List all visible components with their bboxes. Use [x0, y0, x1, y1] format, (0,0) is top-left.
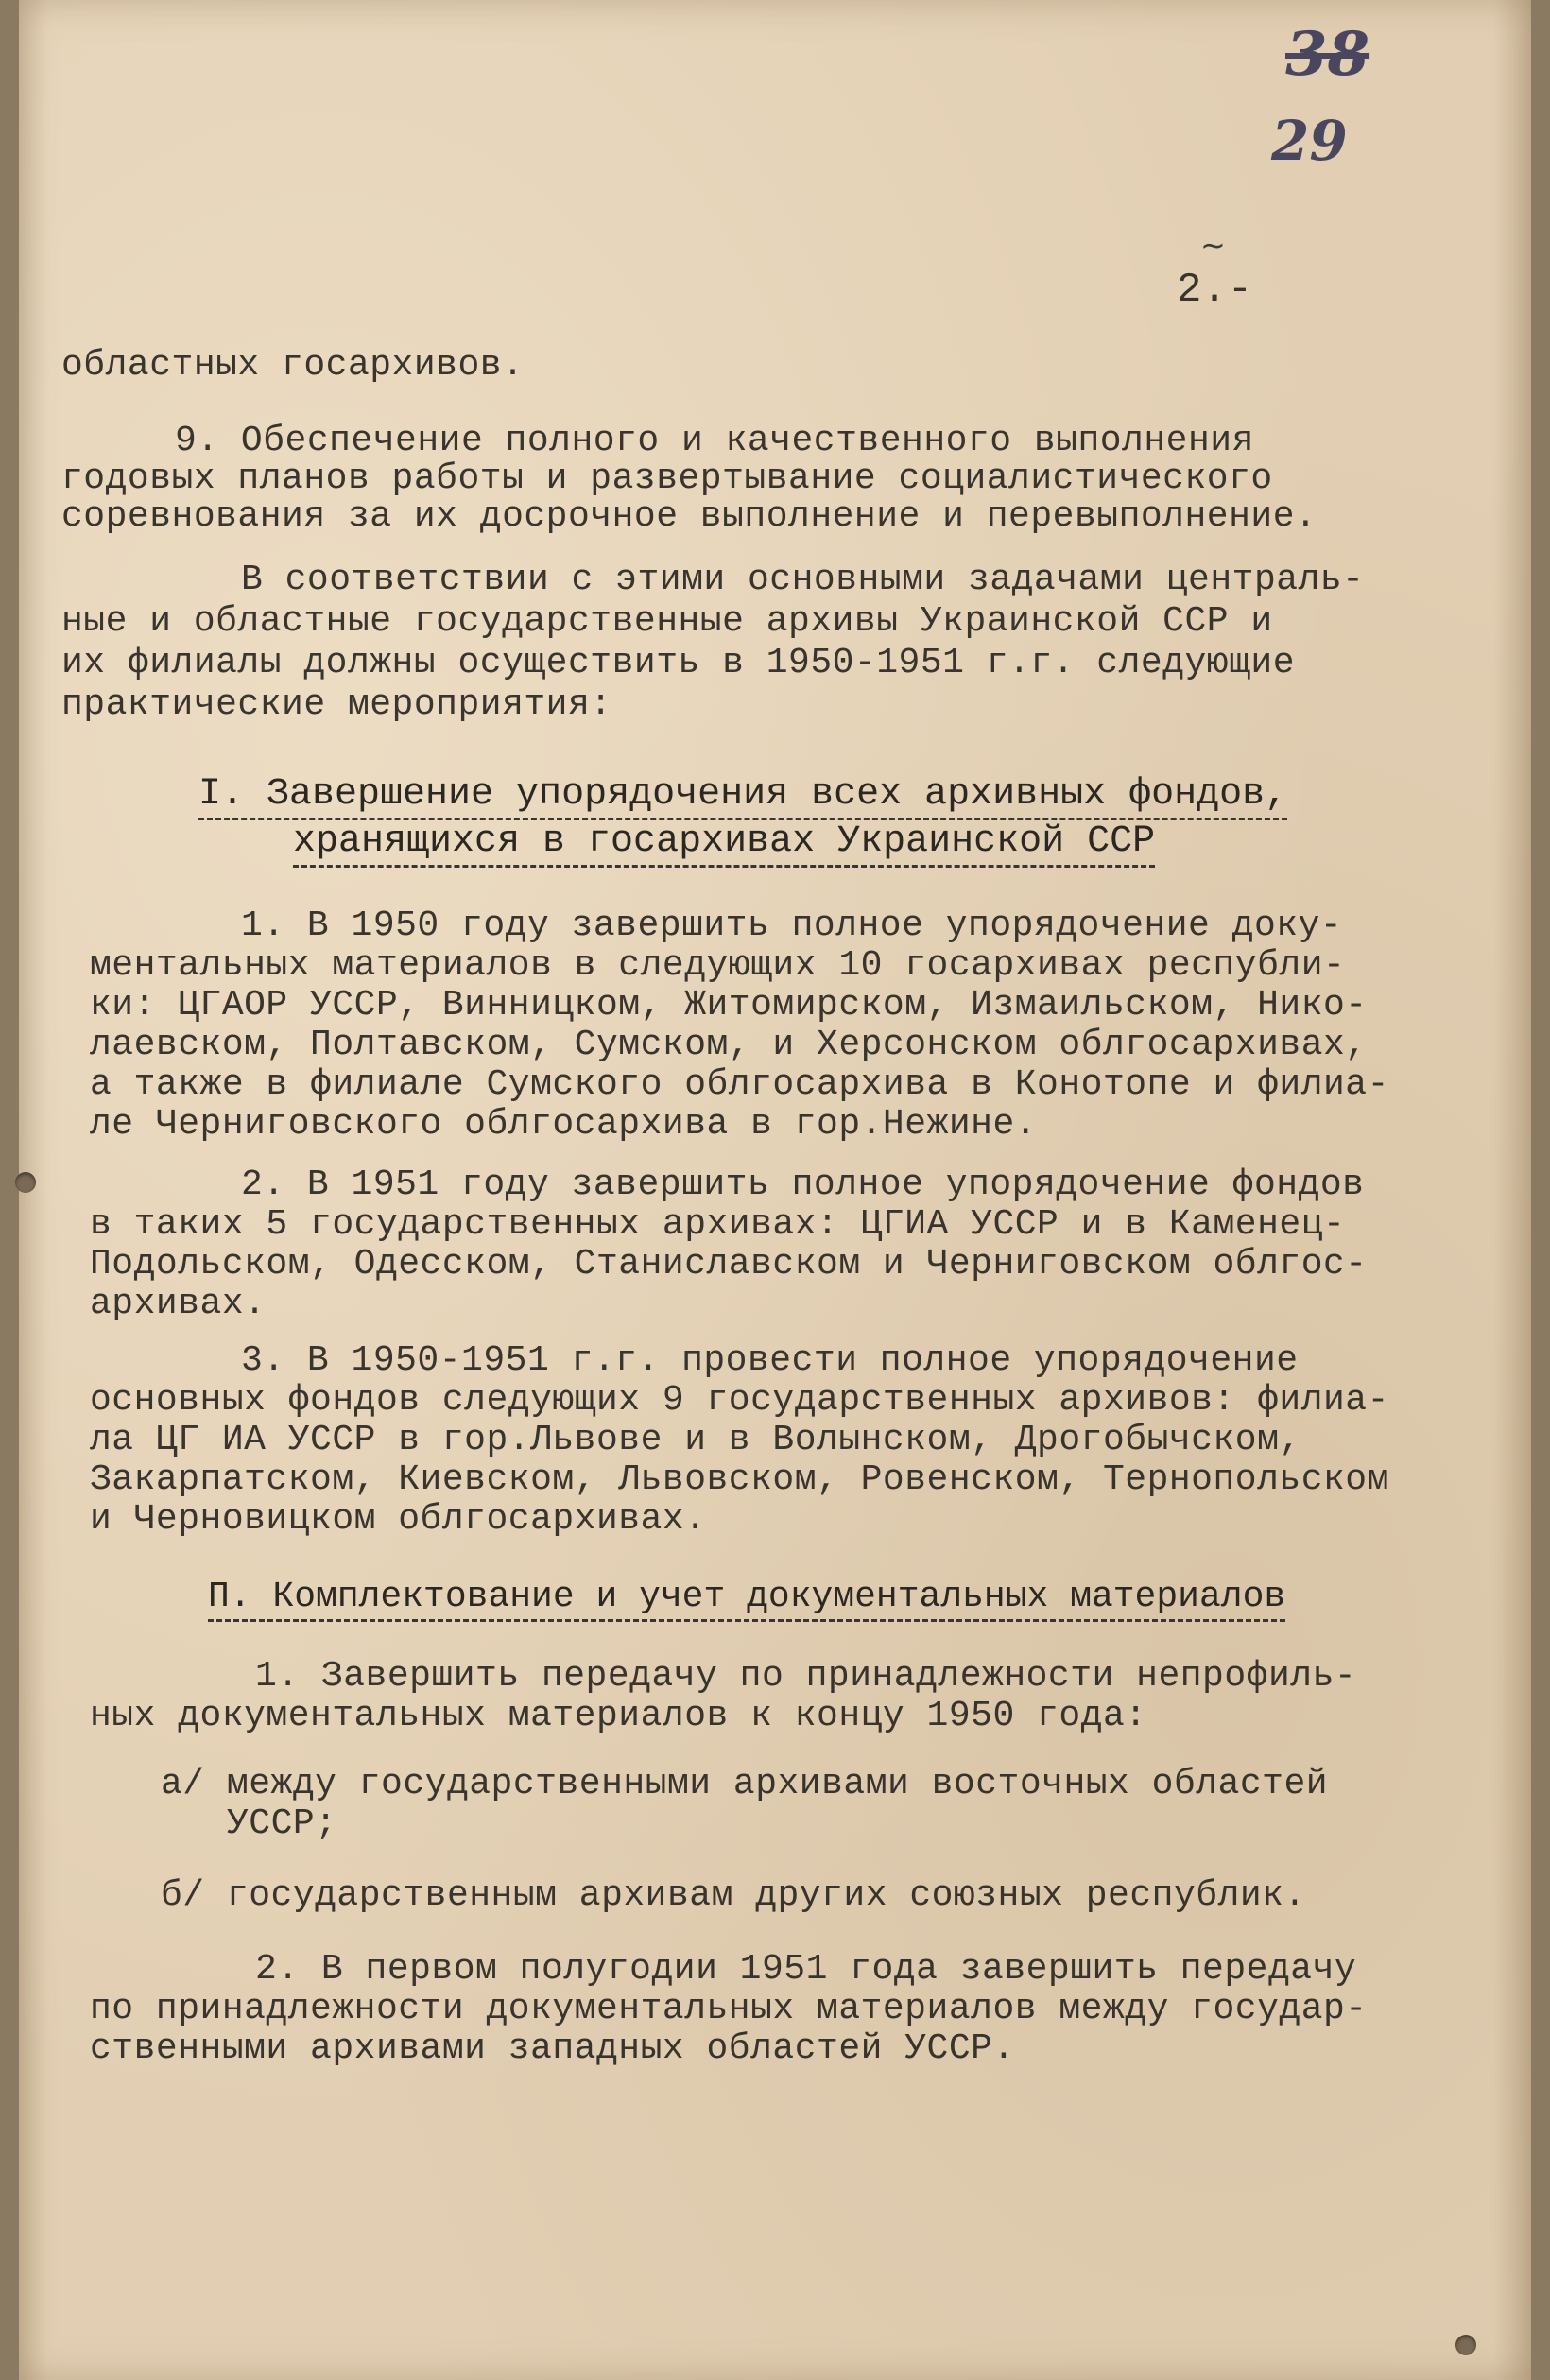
tilde-mark: ~ — [1200, 227, 1226, 263]
text-line: ные и областные государственные архивы Украинской ССР и — [61, 601, 1273, 642]
section-heading-1: I. Завершение упорядочения всех архивных фондов, — [198, 773, 1287, 820]
text-line: 2. В первом полугодии 1951 года завершить передачу — [255, 1949, 1357, 1990]
text-line: 1. В 1950 году завершить полное упорядочение доку- — [241, 905, 1343, 946]
page-number: 2.- — [1177, 267, 1253, 314]
text-line: В соответствии с этими основными задачами централь- — [241, 560, 1365, 600]
text-line: лаевском, Полтавском, Сумском, и Херсонском облгосархивах, — [90, 1025, 1368, 1065]
section-heading-2: П. Комплектование и учет документальных материалов — [208, 1577, 1285, 1622]
text-line: областных госархивов. — [61, 345, 525, 386]
sheet-number-old: 38 — [1285, 19, 1370, 90]
text-line: архивах. — [90, 1284, 267, 1324]
document-sheet — [19, 0, 1531, 2380]
text-line: по принадлежности документальных материалов между государ- — [90, 1989, 1368, 2029]
text-line: 3. В 1950-1951 г.г. провести полное упорядочение — [241, 1340, 1299, 1381]
text-line: основных фондов следующих 9 государственных архивов: филиа- — [90, 1380, 1389, 1421]
text-line: практические мероприятия: — [61, 684, 612, 725]
text-line: и Черновицком облгосархивах. — [90, 1499, 707, 1540]
text-line: Закарпатском, Киевском, Львовском, Ровенском, Тернопольском — [90, 1459, 1389, 1500]
text-line: ла ЦГ ИА УССР в гор.Львове и в Волынском, Дрогобычском, — [90, 1420, 1301, 1460]
text-line: б/ государственным архивам других союзных республик. — [161, 1875, 1306, 1916]
text-line: ле Черниговского облгосархива в гор.Нежине. — [90, 1104, 1038, 1145]
text-line: ментальных материалов в следующих 10 госархивах республи- — [90, 945, 1346, 986]
text-line: УССР; — [227, 1803, 337, 1844]
binding-hole — [15, 1172, 36, 1193]
sheet-number-new: 29 — [1271, 109, 1348, 173]
text-line: 9. Обеспечение полного и качественного выполнения — [175, 421, 1254, 461]
section-heading-1-continued: хранящихся в госархивах Украинской ССР — [293, 820, 1155, 868]
text-line: соревнования за их досрочное выполнение и перевыполнение. — [61, 496, 1318, 537]
binding-hole — [1455, 2335, 1476, 2355]
text-line: годовых планов работы и развертывание социалистического — [61, 458, 1273, 499]
text-line: в таких 5 государственных архивах: ЦГИА УССР и в Каменец- — [90, 1204, 1346, 1245]
text-line: их филиалы должны осуществить в 1950-1951 г.г. следующие — [61, 643, 1296, 683]
text-line: ных документальных материалов к концу 1950 года: — [90, 1696, 1147, 1736]
text-line: ки: ЦГАОР УССР, Винницком, Житомирском, Измаильском, Нико- — [90, 985, 1368, 1026]
text-line: Подольском, Одесском, Станиславском и Черниговском облгос- — [90, 1244, 1368, 1285]
text-line: а также в филиале Сумского облгосархива в Конотопе и филиа- — [90, 1064, 1389, 1105]
text-line: 1. Завершить передачу по принадлежности непрофиль- — [255, 1656, 1357, 1697]
text-line: а/ между государственными архивами восточных областей — [161, 1764, 1329, 1804]
text-line: 2. В 1951 году завершить полное упорядочение фондов — [241, 1164, 1365, 1205]
text-line: ственными архивами западных областей УССР. — [90, 2028, 1015, 2069]
